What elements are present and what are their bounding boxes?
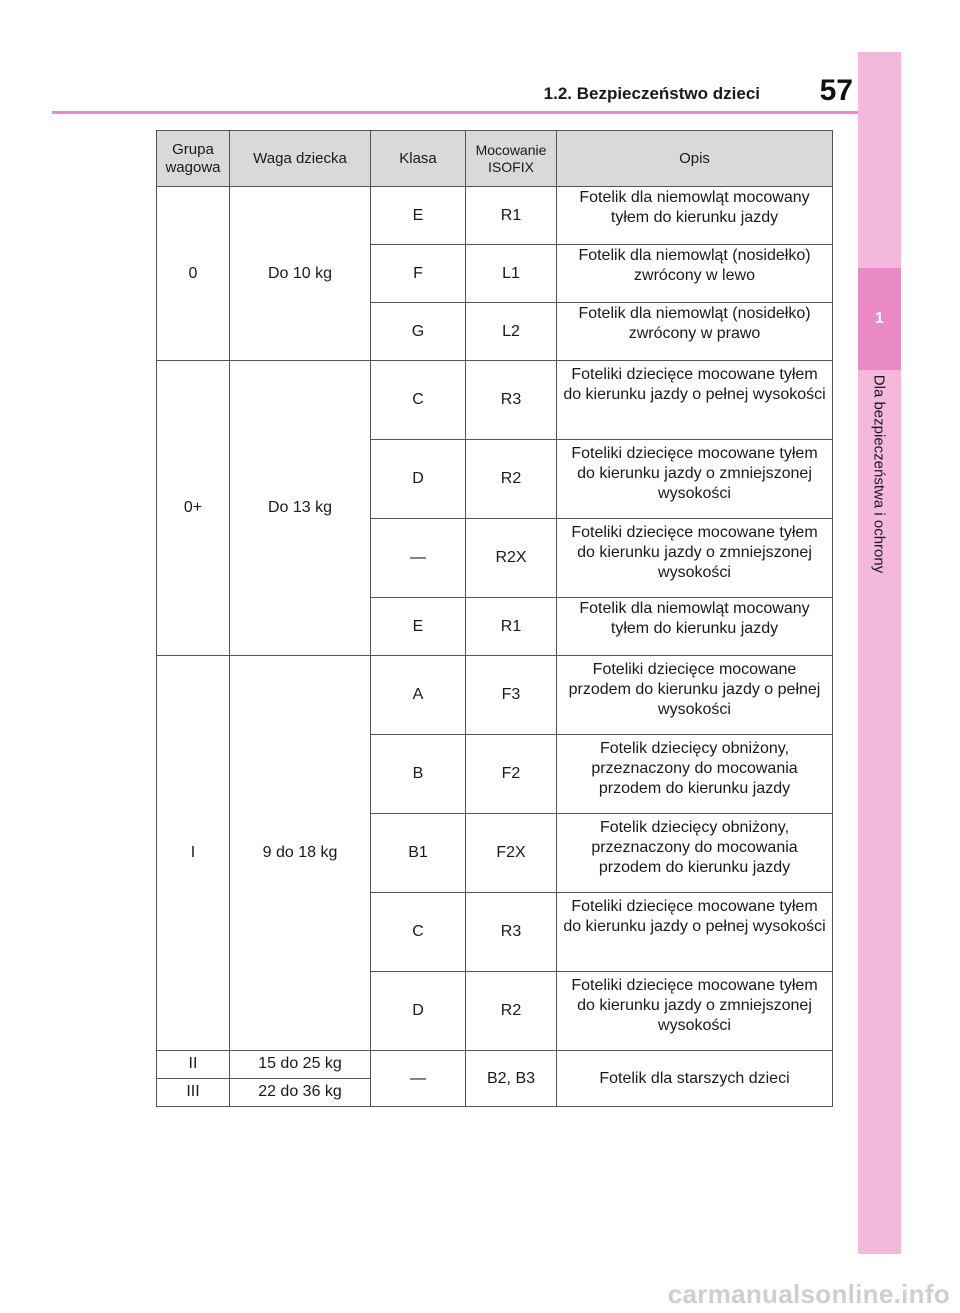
klasa-cell: —	[371, 519, 466, 598]
opis-cell: Fotelik dla niemowląt (nosidełko) zwrócony w prawo	[557, 303, 833, 361]
chapter-side-tab	[858, 52, 901, 1254]
isofix-cell: L1	[466, 245, 557, 303]
chapter-title: Dla bezpieczeństwa i ochrony	[870, 374, 888, 574]
group-cell: 0	[157, 187, 230, 361]
isofix-cell: F2	[466, 735, 557, 814]
klasa-cell: F	[371, 245, 466, 303]
group-cell: II	[157, 1051, 230, 1079]
table-row	[157, 656, 833, 735]
isofix-cell: R3	[466, 893, 557, 972]
opis-cell: Foteliki dziecięce mocowane tyłem do kierunku jazdy o zmniejszonej wysokości	[557, 519, 833, 598]
opis-cell: Fotelik dziecięcy obniżony, przeznaczony do mocowania przodem do kierunku jazdy	[557, 814, 833, 893]
group-cell: III	[157, 1079, 230, 1107]
table-row	[157, 361, 833, 440]
opis-cell: Fotelik dla niemowląt (nosidełko) zwrócony w lewo	[557, 245, 833, 303]
opis-cell: Fotelik dla starszych dzieci	[557, 1051, 833, 1107]
isofix-cell: B2, B3	[466, 1051, 557, 1107]
header-opis: Opis	[557, 131, 833, 187]
klasa-cell: A	[371, 656, 466, 735]
section-title: 1.2. Bezpieczeństwo dzieci	[543, 84, 760, 103]
table-header-row	[157, 131, 833, 187]
klasa-cell: D	[371, 440, 466, 519]
page-number: 57	[819, 74, 853, 107]
group-cell: I	[157, 656, 230, 1051]
isofix-cell: R1	[466, 187, 557, 245]
klasa-cell: B1	[371, 814, 466, 893]
opis-cell: Fotelik dla niemowląt mocowany tyłem do kierunku jazdy	[557, 598, 833, 656]
weight-cell: 9 do 18 kg	[230, 656, 371, 1051]
group-cell: 0+	[157, 361, 230, 656]
isofix-cell: R2	[466, 440, 557, 519]
header-mocowanie-isofix: Mocowanie ISOFIX	[466, 131, 557, 187]
isofix-cell: F3	[466, 656, 557, 735]
opis-cell: Foteliki dziecięce mocowane przodem do kierunku jazdy o pełnej wysokości	[557, 656, 833, 735]
klasa-cell: C	[371, 361, 466, 440]
klasa-cell: G	[371, 303, 466, 361]
chapter-number: 1	[858, 268, 901, 370]
opis-cell: Foteliki dziecięce mocowane tyłem do kierunku jazdy o pełnej wysokości	[557, 893, 833, 972]
opis-cell: Foteliki dziecięce mocowane tyłem do kierunku jazdy o zmniejszonej wysokości	[557, 972, 833, 1051]
klasa-cell: D	[371, 972, 466, 1051]
weight-cell: Do 13 kg	[230, 361, 371, 656]
table-row	[157, 1051, 833, 1079]
klasa-cell: E	[371, 187, 466, 245]
weight-cell: 22 do 36 kg	[230, 1079, 371, 1107]
isofix-seat-table	[156, 130, 833, 1107]
isofix-cell: R3	[466, 361, 557, 440]
header-divider	[52, 111, 858, 114]
weight-cell: Do 10 kg	[230, 187, 371, 361]
weight-cell: 15 do 25 kg	[230, 1051, 371, 1079]
opis-cell: Foteliki dziecięce mocowane tyłem do kierunku jazdy o zmniejszonej wysokości	[557, 440, 833, 519]
opis-cell: Foteliki dziecięce mocowane tyłem do kierunku jazdy o pełnej wysokości	[557, 361, 833, 440]
table-row	[157, 187, 833, 245]
opis-cell: Fotelik dla niemowląt mocowany tyłem do kierunku jazdy	[557, 187, 833, 245]
header-waga-dziecka: Waga dziecka	[230, 131, 371, 187]
klasa-cell: —	[371, 1051, 466, 1107]
isofix-cell: R2	[466, 972, 557, 1051]
isofix-cell: R2X	[466, 519, 557, 598]
isofix-cell: L2	[466, 303, 557, 361]
isofix-cell: R1	[466, 598, 557, 656]
watermark: carmanualsonline.info	[667, 1279, 950, 1309]
klasa-cell: E	[371, 598, 466, 656]
isofix-cell: F2X	[466, 814, 557, 893]
header-grupa-wagowa: Grupa wagowa	[157, 131, 230, 187]
klasa-cell: B	[371, 735, 466, 814]
header-klasa: Klasa	[371, 131, 466, 187]
klasa-cell: C	[371, 893, 466, 972]
opis-cell: Fotelik dziecięcy obniżony, przeznaczony do mocowania przodem do kierunku jazdy	[557, 735, 833, 814]
